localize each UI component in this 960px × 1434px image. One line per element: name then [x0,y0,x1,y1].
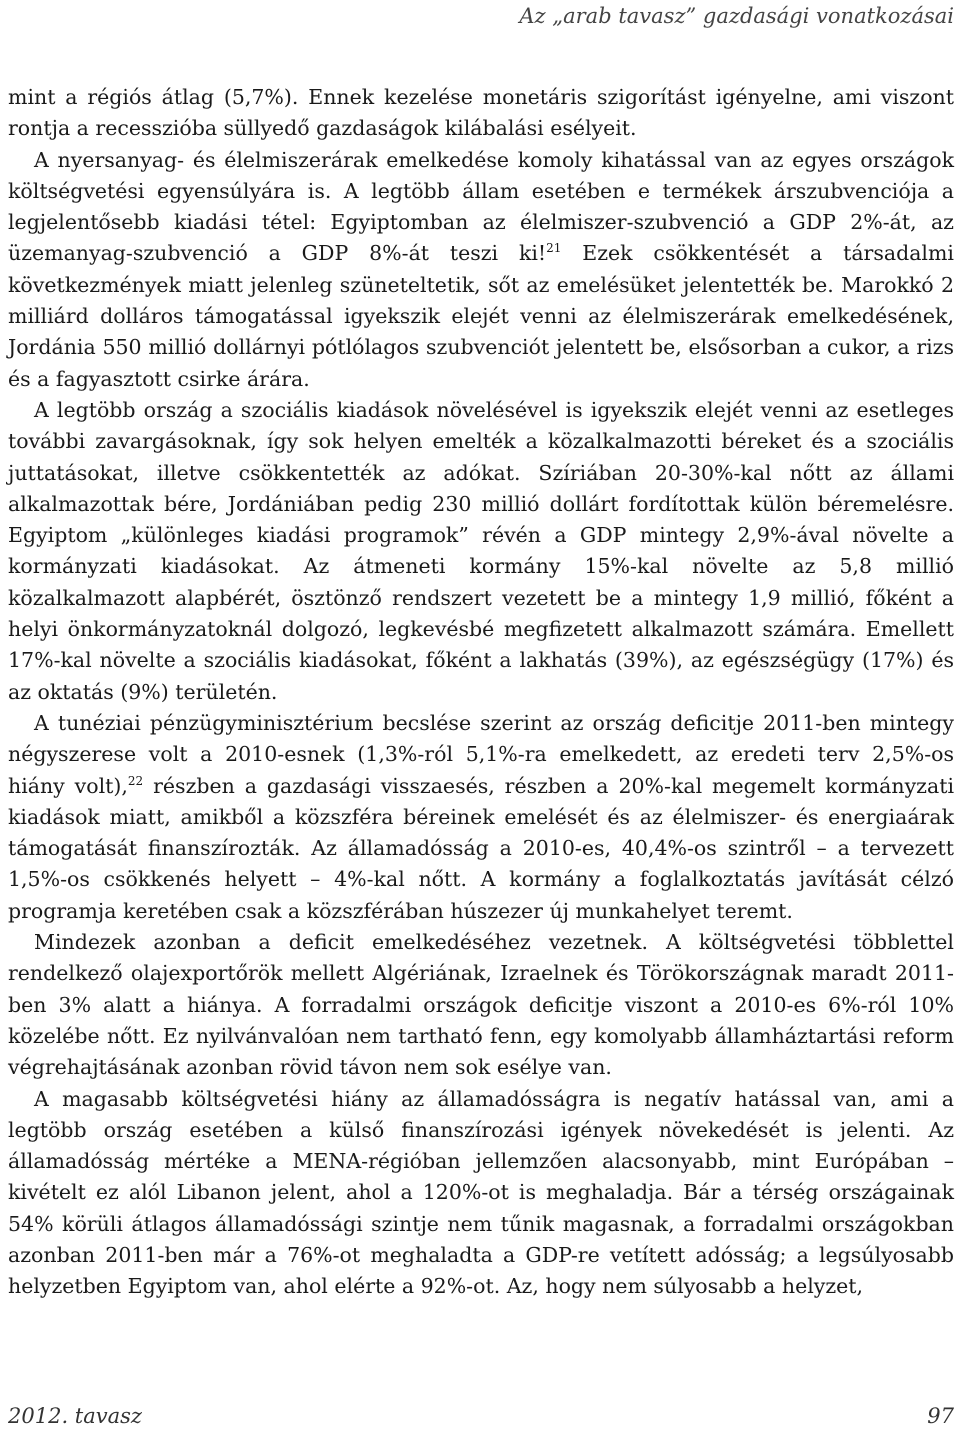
running-header: Az „arab tavasz” gazdasági vonatkozásai [519,4,954,28]
paragraph-text: A tunéziai pénzügyminisztérium becslése szerint az ország deficitje 2011-ben mintegy négyszerese volt a 2010-esnek (1,3%-ról 5,1%-ra emelkedett, az eredeti terv 2,5%-os hiány volt), [8,710,954,798]
paragraph [8,708,954,927]
paragraph-text: Mindezek azonban a deficit emelkedéséhez vezetnek. A költségvetési többlettel rendelkező olajexportőrök mellett Algériának, Izraelnek és Törökországnak maradt 2011-ben 3% alatt a hiánya. A forradalmi országok deficitje viszont a 2010-es 6%-ról 10% közelébe nőtt. Ez nyilvánvalóan nem tartható fenn, egy komolyabb államháztartási reform végrehajtásának azonban rövid távon nem sok esélye van. [8,930,954,1080]
footnote-ref: 21 [546,241,562,256]
paragraph-text: Ezek csökkentését a társadalmi következmények miatt jelenleg szüneteltetik, sőt az emelésüket jelentették be. Marokkó 2 milliárd dolláros támogatással igyekszik elejét venni az élelmiszerárak emelkedésének, Jordánia 550 millió dollárnyi pótlólagos szubvenciót jelentett be, elsősorban a cukor, a rizs és a fagyasztott csirke árára. [8,241,954,391]
paragraph [8,395,954,708]
footnote-ref: 22 [127,773,144,788]
paragraph-text: részben a gazdasági visszaesés, részben a 20%-kal megemelt kormányzati kiadások miatt, amikből a közszféra béreinek emelését és az élelmiszer- és energiaárak támogatását finanszírozták. Az államadósság a 2010-es, 40,4%-os szintről – a tervezett 1,5%-os csökkenés helyett – 4%-kal nőtt. A kormány a foglalkoztatás javítását célzó programja keretében csak a közszférában húszezer új munkahelyet teremt. [8,773,954,923]
paragraph-text: mint a régiós átlag (5,7%). Ennek kezelése monetáris szigorítást igényelne, ami viszont rontja a recesszióba süllyedő gazdaságok kilábalási esélyeit. [8,85,954,141]
body-text [8,82,954,1303]
paragraph [8,82,954,145]
paragraph-text: A legtöbb ország a szociális kiadások növelésével is igyekszik elejét venni az esetleges további zavargásoknak, így sok helyen emelték a közalkalmazotti béreket és a szociális juttatásokat, illetve csökkentették az adókat. Szíriában 20-30%-kal nőtt az állami alkalmazottak bére, Jordániában pedig 230 millió dollárt fordítottak külön béremelésre. Egyiptom „különleges kiadási programok” révén a GDP mintegy 2,9%-ával növelte a kormányzati kiadásokat. Az átmeneti kormány 15%-kal növelte az 5,8 millió közalkalmazott alapbérét, ösztönző rendszert vezetett be a mintegy 1,9 millió, főként a helyi önkormányzatoknál dolgozó, legkevésbé megfizetett alkalmazott számára. Emellett 17%-kal növelte a szociális kiadásokat, főként a lakhatás (39%), az egészségügy (17%) és az oktatás (9%) területén. [8,397,954,704]
page-number: 97 [927,1404,954,1428]
paragraph [8,1084,954,1303]
paragraph [8,145,954,395]
paragraph-text: A magasabb költségvetési hiány az államadósságra is negatív hatással van, ami a legtöbb ország esetében a külső finanszírozási igények növekedését is jelenti. Az államadósság mértéke a MENA-régióban jellemzően alacsonyabb, mint Európában – kivételt ez alól Libanon jelent, ahol a 120%-ot is meghaladja. Bár a térség országainak 54% körüli átlagos államadóssági szintje nem tűnik magasnak, a forradalmi országokban azonban 2011-ben már a 76%-ot meghaladta a GDP-re vetített adósság; a legsúlyosabb helyzetben Egyiptom van, ahol elérte a 92%-ot. Az, hogy nem súlyosabb a helyzet, [8,1086,954,1299]
paragraph [8,927,954,1083]
footer-issue: 2012. tavasz [8,1404,142,1428]
paragraph-text: A nyersanyag- és élelmiszerárak emelkedése komoly kihatással van az egyes országok költségvetési egyensúlyára is. A legtöbb állam esetében e termékek árszubvenciója a legjelentősebb kiadási tétel: Egyiptomban az élelmiszer-szubvenció a GDP 2%-át, az üzemanyag-szubvenció a GDP 8%-át teszi ki! [8,147,954,266]
